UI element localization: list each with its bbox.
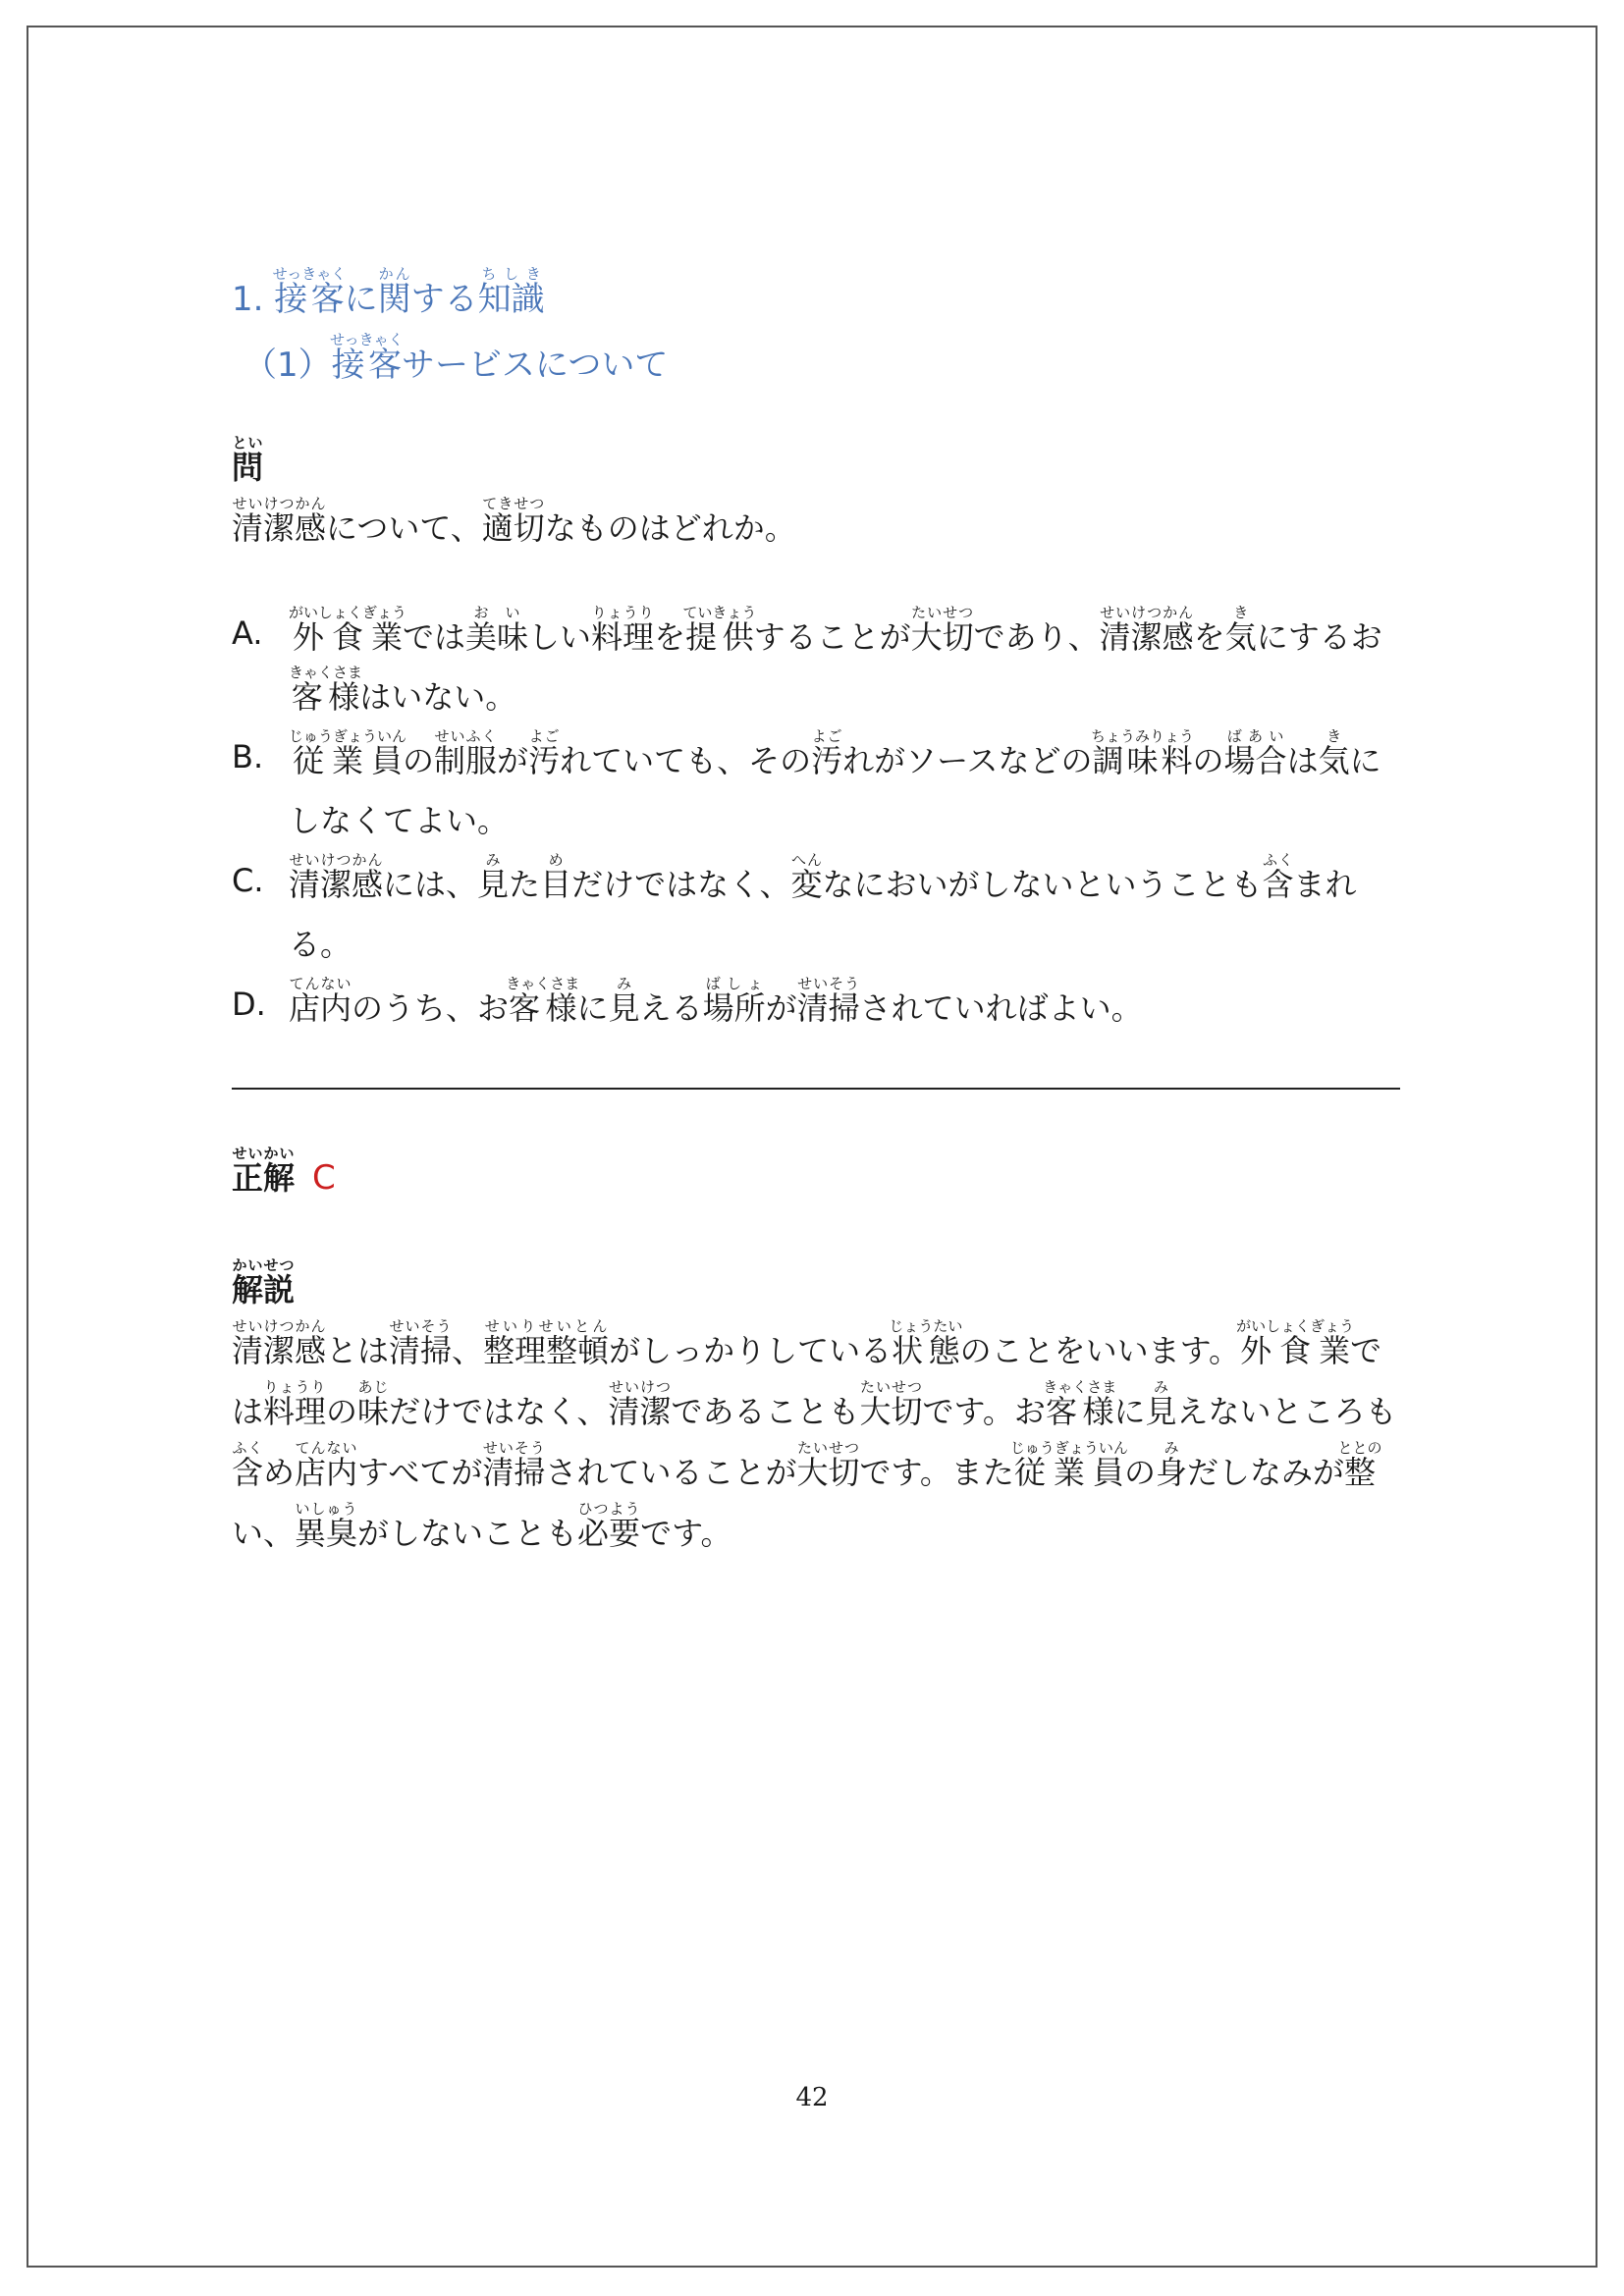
ruby-word: 整ととの	[1337, 1439, 1382, 1491]
furigana: ふく	[232, 1439, 264, 1457]
option-list	[232, 604, 1400, 1039]
furigana: め	[540, 851, 572, 869]
question-label-text: 問	[232, 449, 264, 486]
ruby-word: 大切たいせつ	[859, 1378, 923, 1430]
subsection-prefix: （1）	[244, 346, 332, 385]
answer-label	[232, 1145, 295, 1205]
question-text: 清潔感せいけつかんについて、適切てきせつなものはどれか。	[232, 495, 796, 547]
ruby-word: 制服せいふく	[434, 727, 498, 779]
furigana: せいそう	[389, 1317, 453, 1335]
ruby-word: 知識ちしき	[477, 265, 545, 319]
ruby-word: 料理りょうり	[263, 1378, 327, 1430]
furigana: おい	[465, 604, 529, 621]
explanation-text: 清潔感せいけつかんとは清掃せいそう、整理整頓せいりせいとんがしっかりしている状態じょうたいのことをいいます。外食業がいしょくぎょうでは料理りょうりの味あじだけではなく、清潔せいけつであることも大切たいせつです。お客様きゃくさまに見みえないところも含ふくめ店内てんないすべてが清掃せいそうされていることが大切たいせつです。また従業員じゅうぎょういんの身みだしなみが整ととのい、異臭いしゅうがしないことも必要ひつようです。	[232, 1317, 1397, 1552]
ruby-word: 調味料ちょうみりょう	[1091, 727, 1195, 779]
ruby-word: 従業員じゅうぎょういん	[1009, 1439, 1128, 1491]
ruby-word: 場合ばあい	[1223, 727, 1287, 779]
furigana: せっきゃく	[329, 331, 404, 348]
ruby-word: 接客せっきゃく	[272, 265, 347, 319]
option-d	[232, 975, 1400, 1039]
answer-value: C	[312, 1158, 336, 1198]
explanation-label-text: 解説	[232, 1271, 296, 1308]
section-title-text: 接客せっきゃくに関かんする知識ちしき	[272, 265, 545, 319]
furigana: じょうたい	[889, 1317, 963, 1335]
ruby-word: 見み	[1145, 1378, 1177, 1430]
ruby-word: 状態じょうたい	[889, 1317, 963, 1369]
furigana: み	[477, 851, 510, 869]
ruby-word: 従業員じゅうぎょういん	[289, 727, 407, 779]
furigana: ととの	[1337, 1439, 1382, 1457]
furigana: せいそう	[482, 1439, 546, 1457]
ruby-word: 整理整頓せいりせいとん	[483, 1317, 610, 1369]
section-title	[232, 265, 1400, 331]
ruby-word: 含ふく	[232, 1439, 264, 1491]
ruby-word: 清潔感せいけつかん	[1099, 604, 1194, 656]
explanation-label	[232, 1256, 1400, 1317]
furigana: きゃくさま	[289, 664, 363, 681]
furigana: み	[1155, 1439, 1187, 1457]
ruby-word: 異臭いしゅう	[295, 1500, 358, 1552]
ruby-word: 汚よご	[528, 727, 561, 779]
ruby-word: 清潔感せいけつかん	[289, 851, 384, 903]
furigana: てんない	[295, 1439, 358, 1457]
furigana: き	[1224, 604, 1257, 621]
furigana: あじ	[357, 1378, 390, 1396]
explanation-label-ruby: かいせつ	[232, 1256, 296, 1274]
ruby-word: 変へん	[790, 851, 823, 903]
page-number: 42	[795, 2083, 829, 2112]
furigana: せいふく	[434, 727, 498, 745]
furigana: がいしょくぎょう	[289, 604, 407, 621]
furigana: み	[1145, 1378, 1177, 1396]
furigana: よご	[811, 727, 843, 745]
option-letter: C.	[232, 862, 264, 899]
answer-label-ruby: せいかい	[232, 1145, 296, 1162]
ruby-word: 料理りょうり	[591, 604, 655, 656]
furigana: てきせつ	[481, 495, 545, 512]
ruby-word: 関かん	[377, 265, 411, 319]
ruby-word: 目め	[540, 851, 572, 903]
option-text: 清潔感せいけつかんには、見みた目めだけではなく、変へんなにおいがしないということも含ふくまれる。	[289, 851, 1357, 963]
answer-label-text: 正解	[232, 1159, 296, 1197]
furigana: せいけつ	[608, 1378, 672, 1396]
section-divider	[232, 1088, 1400, 1090]
ruby-word: 清潔感せいけつかん	[232, 495, 327, 547]
section-number: 1.	[232, 280, 264, 319]
furigana: ていきょう	[682, 604, 757, 621]
ruby-word: 客様きゃくさま	[1043, 1378, 1117, 1430]
furigana: せいけつかん	[1099, 604, 1194, 621]
ruby-word: 大切たいせつ	[910, 604, 974, 656]
furigana: きゃくさま	[506, 975, 580, 992]
ruby-word: 清潔せいけつ	[608, 1378, 672, 1430]
furigana: ばあい	[1223, 727, 1287, 745]
ruby-word: 客様きゃくさま	[289, 664, 363, 716]
ruby-word: 身み	[1155, 1439, 1187, 1491]
furigana: りょうり	[591, 604, 655, 621]
ruby-word: 必要ひつよう	[577, 1500, 641, 1552]
furigana: いしゅう	[295, 1500, 358, 1518]
option-c	[232, 851, 1400, 975]
ruby-word: 清掃せいそう	[796, 975, 860, 1027]
ruby-word: 気き	[1224, 604, 1257, 656]
answer-row	[232, 1145, 1400, 1205]
furigana: きゃくさま	[1043, 1378, 1117, 1396]
ruby-word: 美味おい	[465, 604, 529, 656]
furigana: てんない	[289, 975, 352, 992]
furigana: せいけつかん	[232, 1317, 327, 1335]
furigana: せいけつかん	[289, 851, 384, 869]
furigana: かん	[377, 265, 411, 283]
page-content	[232, 265, 1400, 1564]
furigana: ちしき	[477, 265, 545, 283]
ruby-word: 味あじ	[357, 1378, 390, 1430]
furigana: りょうり	[263, 1378, 327, 1396]
furigana: ふく	[1262, 851, 1294, 869]
option-a	[232, 604, 1400, 727]
ruby-word: 見み	[608, 975, 640, 1027]
ruby-word: 気き	[1318, 727, 1350, 779]
option-text: 従業員じゅうぎょういんの制服せいふくが汚よごれていても、その汚よごれがソースなどの調味料ちょうみりょうの場合ばあいは気きにしなくてよい。	[289, 727, 1381, 839]
ruby-word: 客様きゃくさま	[506, 975, 580, 1027]
ruby-word: 清掃せいそう	[482, 1439, 546, 1491]
question-label-ruby: とい	[232, 434, 264, 452]
furigana: き	[1318, 727, 1350, 745]
ruby-word: 清掃せいそう	[389, 1317, 453, 1369]
ruby-word: 場所ばしょ	[702, 975, 766, 1027]
option-letter: A.	[232, 614, 263, 652]
furigana: み	[608, 975, 640, 992]
ruby-word: 接客せっきゃく	[329, 331, 404, 385]
ruby-word: 外食業がいしょくぎょう	[1236, 1317, 1355, 1369]
ruby-word: 含ふく	[1262, 851, 1294, 903]
ruby-word: 外食業がいしょくぎょう	[289, 604, 407, 656]
ruby-word: 大切たいせつ	[796, 1439, 860, 1491]
furigana: せいりせいとん	[483, 1317, 610, 1335]
furigana: せっきゃく	[272, 265, 347, 283]
ruby-word: 汚よご	[811, 727, 843, 779]
option-b	[232, 727, 1400, 851]
furigana: せいけつかん	[232, 495, 327, 512]
furigana: じゅうぎょういん	[1009, 1439, 1128, 1457]
furigana: じゅうぎょういん	[289, 727, 407, 745]
ruby-word: 適切てきせつ	[481, 495, 545, 547]
ruby-word: 清潔感せいけつかん	[232, 1317, 327, 1369]
subsection-title	[232, 331, 1400, 397]
ruby-word: 店内てんない	[295, 1439, 358, 1491]
furigana: たいせつ	[796, 1439, 860, 1457]
furigana: ばしょ	[702, 975, 766, 992]
option-text: 外食業がいしょくぎょうでは美味おいしい料理りょうりを提供ていきょうすることが大切たいせつであり、清潔感せいけつかんを気きにするお客様きゃくさまはいない。	[289, 604, 1382, 716]
furigana: たいせつ	[859, 1378, 923, 1396]
question-label	[232, 434, 1400, 495]
option-letter: D.	[232, 986, 266, 1023]
ruby-word: 提供ていきょう	[682, 604, 757, 656]
furigana: よご	[528, 727, 561, 745]
furigana: せいそう	[796, 975, 860, 992]
furigana: ひつよう	[577, 1500, 641, 1518]
option-text: 店内てんないのうち、お客様きゃくさまに見みえる場所ばしょが清掃せいそうされていればよい。	[289, 975, 1143, 1027]
furigana: たいせつ	[910, 604, 974, 621]
ruby-word: 見み	[477, 851, 510, 903]
furigana: ちょうみりょう	[1091, 727, 1195, 745]
furigana: がいしょくぎょう	[1236, 1317, 1355, 1335]
option-letter: B.	[232, 738, 264, 775]
subsection-title-text: 接客せっきゃくサービスについて	[329, 331, 669, 385]
ruby-word: 店内てんない	[289, 975, 352, 1027]
furigana: へん	[790, 851, 823, 869]
